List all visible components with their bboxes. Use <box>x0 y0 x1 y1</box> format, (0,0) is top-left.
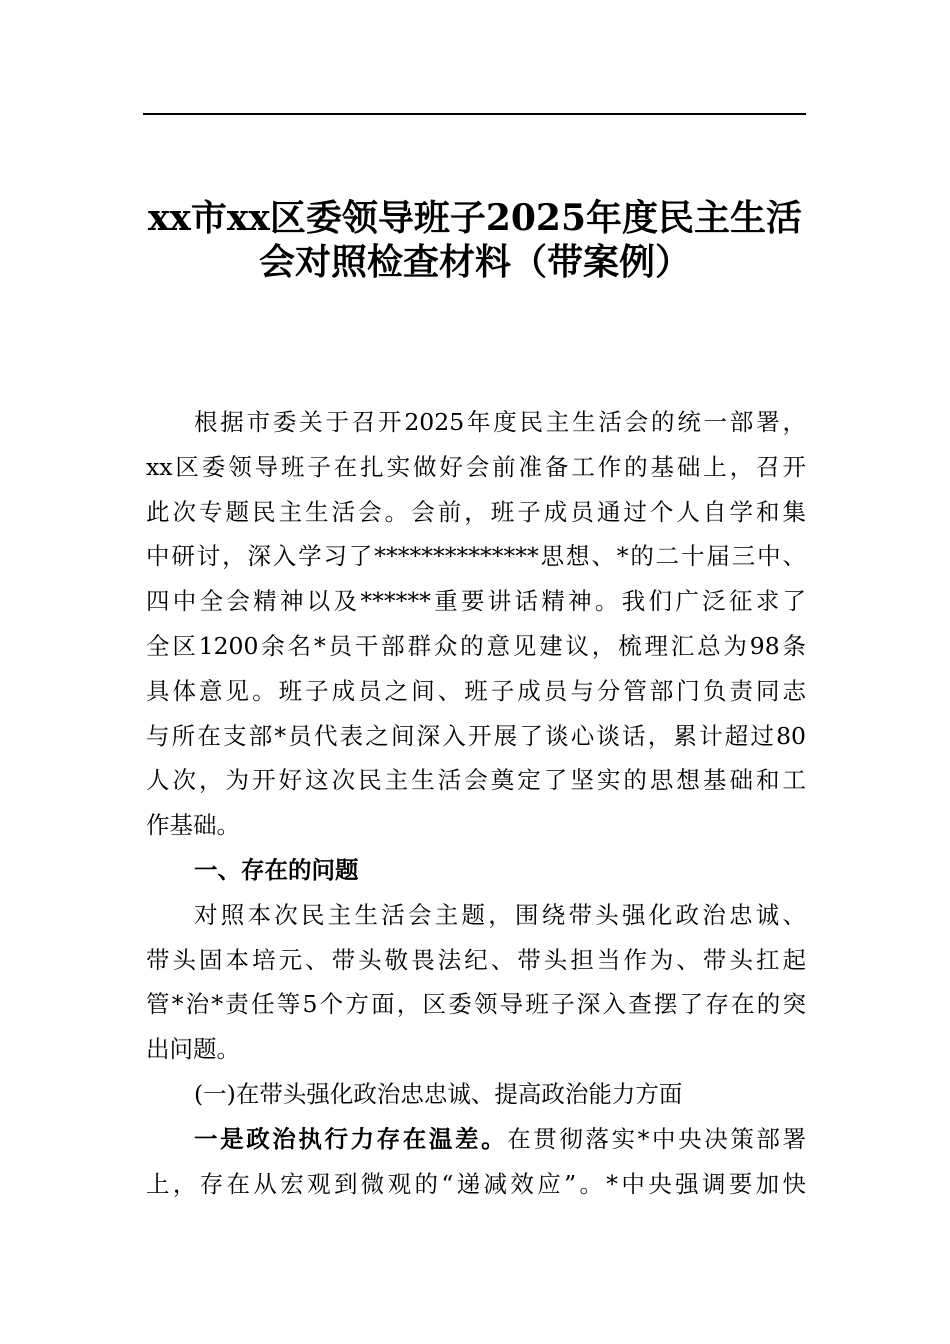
document-body <box>146 400 806 1206</box>
document-title-line-1: xx市xx区委领导班子2025年度民主生活 <box>147 197 803 239</box>
point-text: 在贯彻落实*中央决策部署 <box>507 1124 807 1153</box>
paragraph-line: 管*治*责任等5个方面，区委领导班子深入查摆了存在的突 <box>146 990 806 1019</box>
paragraph-line <box>146 1117 806 1162</box>
paragraph-line: 根据市委关于召开2025年度民主生活会的统一部署， <box>194 408 806 436</box>
paragraph-line: xx区委领导班子在扎实做好会前准备工作的基础上，召开 <box>146 452 806 481</box>
paragraph-line: 此次专题民主生活会。会前，班子成员通过个人自学和集 <box>146 497 806 526</box>
paragraph-line: 四中全会精神以及******重要讲话精神。我们广泛征求了 <box>146 587 806 616</box>
subsection-heading: (一)在带头强化政治忠忠诚、提高政治能力方面 <box>194 1079 683 1108</box>
paragraph-line: 全区1200余名*员干部群众的意见建议，梳理汇总为98条 <box>146 631 806 660</box>
paragraph-line: 带头固本培元、带头敬畏法纪、带头担当作为、带头扛起 <box>146 945 806 974</box>
paragraph-line: 具体意见。班子成员之间、班子成员与分管部门负责同志 <box>146 676 806 705</box>
paragraph-line: 人次，为开好这次民主生活会奠定了坚实的思想基础和工 <box>146 766 806 795</box>
paragraph-line: 与所在支部*员代表之间深入开展了谈心谈话，累计超过80 <box>146 721 806 750</box>
intro-paragraph <box>146 400 806 848</box>
paragraph-line: 作基础。 <box>146 811 240 840</box>
paragraph-line: 出问题。 <box>146 1035 240 1064</box>
point-lead: 一是政治执行力存在温差。 <box>194 1124 508 1153</box>
section-heading: 一、存在的问题 <box>194 855 359 884</box>
paragraph-line: 中研讨，深入学习了**************思想、*的二十届三中、 <box>146 542 806 571</box>
header-rule <box>143 113 806 115</box>
document-title-line-2: 会对照检查材料（带案例） <box>258 241 691 283</box>
paragraph-line: 对照本次民主生活会主题，围绕带头强化政治忠诚、 <box>194 900 806 929</box>
section-paragraph <box>146 893 806 1072</box>
paragraph-line: 上，存在从宏观到微观的“递减效应”。*中央强调要加快 <box>146 1169 806 1198</box>
point-paragraph <box>146 1117 806 1207</box>
